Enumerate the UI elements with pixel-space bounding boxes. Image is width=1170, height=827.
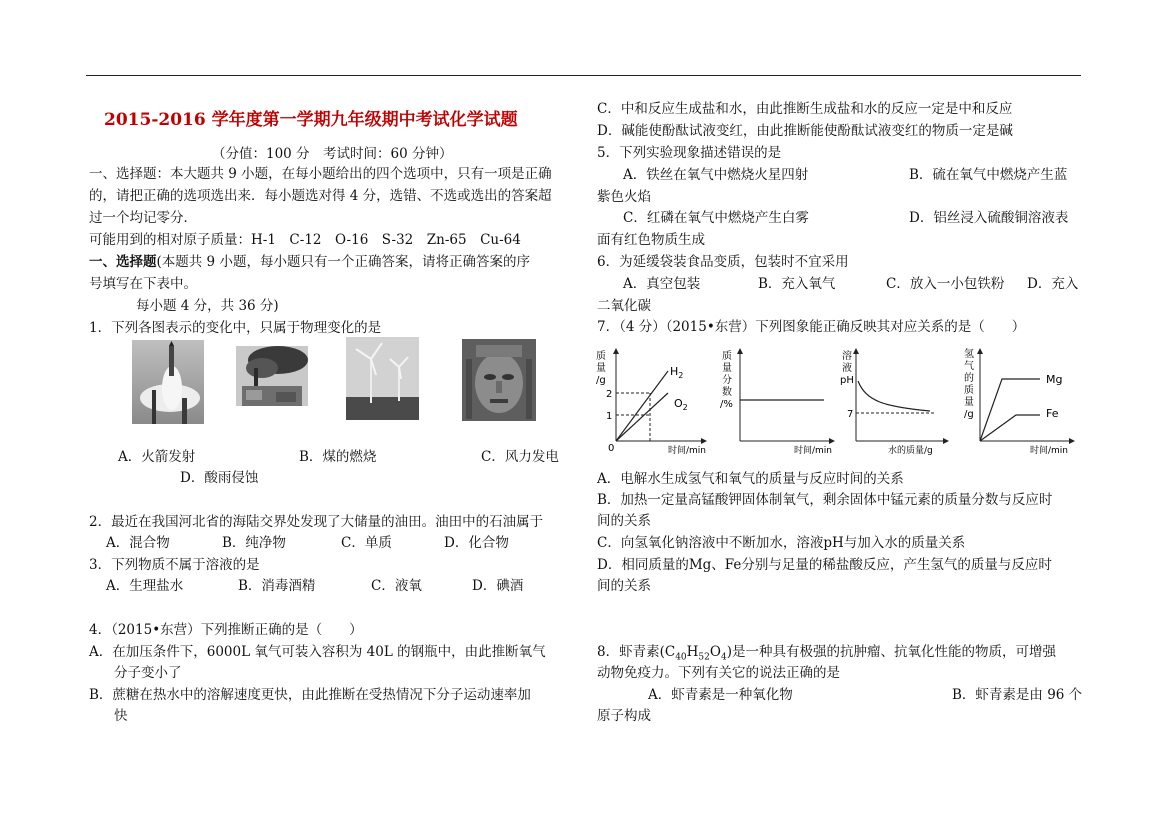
q6-option-c: C．放入一小包铁粉 — [886, 276, 1005, 292]
graph-d-ylabel-3: 的 — [964, 373, 974, 384]
rocket-launch-image — [132, 340, 204, 424]
q1-option-b: B．煤的燃烧 — [299, 449, 377, 465]
graph-d-mg-label: Mg — [1046, 373, 1063, 386]
q6-option-d: D．充入 — [1027, 276, 1079, 292]
graph-d-ylabel-4: 质 — [964, 385, 974, 396]
q8-option-a: A．虾青素是一种氧化物 — [648, 687, 793, 703]
instruction-line-2: 的，请把正确的选项选出来．每小题选对得 4 分，选错、不选或选出的答案超 — [89, 188, 552, 204]
q3-option-b: B．消毒酒精 — [238, 578, 316, 594]
q7-option-a: A．电解水生成氢气和氧气的质量与反应时间的关系 — [597, 471, 904, 487]
q4-option-a-line-1: A．在加压条件下，6000L 氧气可装入容积为 40L 的钢瓶中，由此推断氧气 — [89, 644, 546, 660]
graph-b-ylabel-4: 数 — [722, 387, 732, 398]
question-8-line-2: 动物免疫力。下列有关它的说法正确的是 — [597, 665, 840, 681]
graph-c-curve — [858, 381, 930, 411]
graph-c-xlabel: 水的质量/g — [888, 446, 933, 456]
q8-option-b: B．虾青素是由 96 个 — [952, 687, 1083, 703]
q2-option-d: D．化合物 — [444, 535, 509, 551]
q4-option-d: D．碱能使酚酞试液变红，由此推断能使酚酞试液变红的物质一定是碱 — [597, 123, 1013, 139]
q7-option-c: C．向氢氧化钠溶液中不断加水，溶液pH与加入水的质量关系 — [597, 535, 966, 551]
q8-option-b-cont: 原子构成 — [597, 708, 651, 724]
graph-a — [596, 349, 706, 456]
q6-option-a: A．真空包装 — [623, 276, 701, 292]
graph-a-ylabel-3: /g — [596, 375, 606, 386]
question-5: 5．下列实验现象描述错误的是 — [597, 145, 782, 161]
graph-d-ylabel-2: 气 — [964, 361, 974, 372]
q3-option-c: C．液氧 — [371, 578, 422, 594]
question-7: 7．（4 分）（2015•东营）下列图象能正确反映其对应关系的是（ ） — [597, 319, 1026, 335]
graph-d-fe-line — [980, 415, 1040, 441]
q4-option-b-line-1: B．蔗糖在热水中的溶解速度更快，由此推断在受热情况下分子运动速率加 — [89, 687, 531, 703]
graph-c-ylabel-2: 液 — [842, 363, 852, 374]
q1-option-d: D．酸雨侵蚀 — [180, 470, 259, 486]
q4-option-c: C．中和反应生成盐和水，由此推断生成盐和水的反应一定是中和反应 — [597, 101, 1013, 117]
q6-option-b: B．充入氧气 — [758, 276, 836, 292]
graph-a-tick-0: 0 — [608, 443, 615, 454]
q5-option-b: B．硫在氧气中燃烧产生蓝 — [909, 167, 1068, 183]
instruction-line-3: 过一个均记零分． — [89, 210, 197, 226]
q7-option-b-line-2: 间的关系 — [597, 513, 651, 529]
graph-d-fe-label: Fe — [1046, 407, 1059, 420]
coal-burning-image — [236, 346, 308, 406]
q5-option-d-cont: 面有红色物质生成 — [597, 232, 705, 248]
question-1: 1．下列各图表示的变化中，只属于物理变化的是 — [89, 320, 382, 336]
q7-option-d-line-1: D．相同质量的Mg、Fe分别与足量的稀盐酸反应，产生氢气的质量与反应时 — [597, 557, 1052, 573]
q4-option-b-line-2: 快 — [114, 708, 128, 724]
graph-c-ylabel-1: 溶 — [842, 351, 852, 362]
graph-a-h2-line — [616, 371, 668, 441]
graph-b-ylabel-2: 量 — [722, 363, 732, 374]
q1-option-a: A．火箭发射 — [118, 449, 196, 465]
q6-option-d-cont: 二氧化碳 — [597, 298, 651, 314]
graph-d-ylabel-5: 量 — [964, 397, 974, 408]
graph-a-o2-line — [616, 393, 668, 441]
graph-d — [964, 347, 1072, 456]
acid-rain-erosion-image — [462, 339, 536, 421]
q5-option-d: D．铝丝浸入硫酸铜溶液表 — [909, 210, 1069, 226]
section-heading-rest: (本题共 9 小题，每小题只有一个正确答案，请将正确答案的序 — [156, 254, 530, 270]
question-8: 8．虾青素$(C_{40}H_{52}O_4)$是一种具有极强的抗肿瘤、抗氧化性能的物质，可增强 — [597, 644, 1056, 663]
graph-c-tick-7: 7 — [847, 409, 854, 420]
graph-b-ylabel-5: /% — [720, 399, 733, 410]
q7-graphs — [594, 345, 1094, 460]
header-rule — [86, 75, 1081, 76]
wind-turbine-image — [346, 337, 419, 420]
section-line-2: 号填写在下表中。 — [89, 276, 197, 292]
q1-option-c: C．风力发电 — [481, 449, 559, 465]
q5-option-a: A．铁丝在氧气中燃烧火星四射 — [623, 167, 809, 183]
graph-c — [840, 349, 946, 456]
q5-option-c: C．红磷在氧气中燃烧产生白雾 — [623, 210, 809, 226]
graph-b-ylabel-3: 分 — [722, 375, 732, 386]
instruction-line-1: 一、选择题：本大题共 9 小题，在每小题给出的四个选项中，只有一项是正确 — [89, 166, 552, 182]
q7-option-b-line-1: B．加热一定量高锰酸钾固体制氧气，剩余固体中锰元素的质量分数与反应时 — [597, 492, 1053, 508]
question-4: 4．（2015•东营）下列推断正确的是（ ） — [89, 622, 363, 638]
graph-a-xlabel: 时间/min — [668, 446, 707, 456]
question-3: 3．下列物质不属于溶液的是 — [89, 557, 260, 573]
exam-title: 2015-2016 学年度第一学期九年级期中考试化学试题 — [104, 110, 518, 130]
atomic-masses: 可能用到的相对原子质量：H-1 C-12 O-16 S-32 Zn-65 Cu-64 — [89, 232, 521, 248]
q5-option-b-cont: 紫色火焰 — [597, 189, 651, 205]
q7-option-d-line-2: 间的关系 — [597, 578, 651, 594]
graph-b — [720, 349, 832, 456]
q3-option-d: D．碘酒 — [472, 578, 524, 594]
question-6: 6．为延缓袋装食品变质，包装时不宜采用 — [597, 254, 849, 270]
graph-a-tick-2: 2 — [606, 389, 613, 400]
q2-option-b: B．纯净物 — [222, 535, 286, 551]
graph-b-ylabel-1: 质 — [722, 351, 732, 362]
q3-option-a: A．生理盐水 — [106, 578, 184, 594]
graph-d-ylabel-1: 氢 — [964, 349, 974, 360]
section-heading — [89, 252, 530, 272]
graph-a-o2-label: $O_2$ — [674, 397, 688, 412]
exam-subtitle: （分值：100 分 考试时间：60 分钟） — [212, 146, 453, 162]
graph-a-ylabel-2: 量 — [596, 363, 606, 374]
graph-c-ylabel-3: pH — [840, 375, 854, 386]
graph-a-h2-label: $H_2$ — [670, 365, 684, 380]
q2-option-c: C．单质 — [341, 535, 392, 551]
question-2: 2．最近在我国河北省的海陆交界处发现了大储量的油田。油田中的石油属于 — [89, 514, 544, 530]
section-heading-bold: 一、选择题 — [89, 254, 157, 270]
graph-d-ylabel-6: /g — [964, 409, 974, 420]
graph-a-ylabel-1: 质 — [596, 351, 606, 362]
q2-option-a: A．混合物 — [106, 535, 170, 551]
graph-d-mg-line — [980, 379, 1040, 441]
graph-b-xlabel: 时间/min — [794, 446, 833, 456]
graph-d-xlabel: 时间/min — [1030, 446, 1069, 456]
q4-option-a-line-2: 分子变小了 — [114, 665, 182, 681]
graph-a-tick-1: 1 — [606, 411, 613, 422]
section-line-3: 每小题 4 分，共 36 分) — [136, 298, 279, 314]
